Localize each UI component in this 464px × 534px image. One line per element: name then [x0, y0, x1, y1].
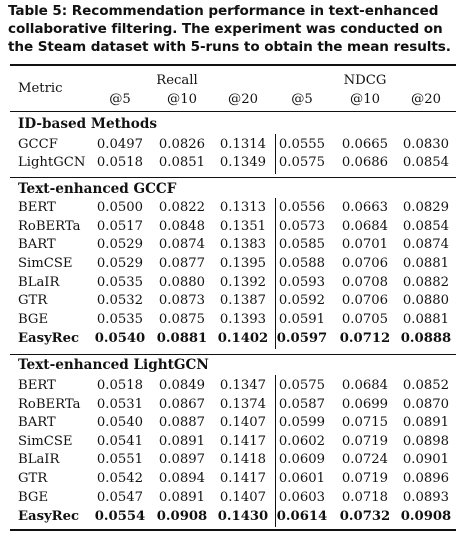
- row-label: GTR: [18, 293, 48, 308]
- table-cell: 0.0551: [96, 452, 144, 467]
- table-cell: 0.0599: [278, 415, 326, 430]
- row-label: RoBERTa: [18, 397, 81, 412]
- row-label: GTR: [18, 471, 48, 486]
- table-cell: 0.0535: [96, 312, 144, 327]
- bottom-rule: [10, 529, 456, 531]
- table-cell: 0.1313: [219, 200, 267, 215]
- metric-header: Metric: [18, 81, 63, 96]
- table-cell: 0.0535: [96, 275, 144, 290]
- table-cell: 0.1418: [219, 452, 267, 467]
- table-cell: 0.1392: [219, 275, 267, 290]
- table-cell: 0.1402: [217, 331, 269, 346]
- section-title: Text-enhanced LightGCN: [18, 357, 209, 373]
- table-cell: 0.0665: [341, 137, 389, 152]
- row-label: EasyRec: [18, 509, 80, 524]
- row-label: BLaIR: [18, 452, 60, 467]
- row-label: BART: [18, 415, 56, 430]
- row-label: GCCF: [18, 137, 58, 152]
- table-cell: 0.1374: [219, 397, 267, 412]
- table-cell: 0.1407: [219, 490, 267, 505]
- table-cell: 0.0517: [96, 219, 144, 234]
- table-cell: 0.0540: [94, 331, 146, 346]
- table-cell: 0.0591: [278, 312, 326, 327]
- table-cell: 0.0593: [278, 275, 326, 290]
- section-rule: [10, 177, 456, 178]
- table-cell: 0.0874: [158, 237, 206, 252]
- table-cell: 0.0706: [341, 293, 389, 308]
- recall-group-header: Recall: [156, 73, 198, 88]
- table-cell: 0.0531: [96, 397, 144, 412]
- table-cell: 0.0887: [158, 415, 206, 430]
- section-rule: [10, 354, 456, 355]
- table-cell: 0.0575: [278, 378, 326, 393]
- table-cell: 0.1417: [219, 434, 267, 449]
- table-cell: 0.1417: [219, 471, 267, 486]
- table-cell: 0.0706: [341, 256, 389, 271]
- table-cell: 0.0601: [278, 471, 326, 486]
- row-label: BART: [18, 237, 56, 252]
- table-cell: 0.0873: [158, 293, 206, 308]
- subcol-header: @5: [109, 92, 131, 107]
- table-cell: 0.0573: [278, 219, 326, 234]
- row-label: BLaIR: [18, 275, 60, 290]
- table-cell: 0.0830: [402, 137, 450, 152]
- table-cell: 0.1347: [219, 378, 267, 393]
- table-cell: 0.0891: [402, 415, 450, 430]
- table-cell: 0.0556: [278, 200, 326, 215]
- table-cell: 0.0705: [341, 312, 389, 327]
- table-cell: 0.0532: [96, 293, 144, 308]
- table-cell: 0.0719: [341, 434, 389, 449]
- table-cell: 0.0547: [96, 490, 144, 505]
- table-cell: 0.0554: [94, 509, 146, 524]
- table-cell: 0.0663: [341, 200, 389, 215]
- table-cell: 0.0500: [96, 200, 144, 215]
- table-cell: 0.0588: [278, 256, 326, 271]
- table-cell: 0.1349: [219, 155, 267, 170]
- table-cell: 0.0592: [278, 293, 326, 308]
- table-cell: 0.0877: [158, 256, 206, 271]
- table-cell: 0.0822: [158, 200, 206, 215]
- row-label: BGE: [18, 490, 49, 505]
- table-cell: 0.0684: [341, 219, 389, 234]
- table-cell: 0.0893: [402, 490, 450, 505]
- table-cell: 0.0555: [278, 137, 326, 152]
- table-cell: 0.0896: [402, 471, 450, 486]
- table-cell: 0.0541: [96, 434, 144, 449]
- table-cell: 0.0575: [278, 155, 326, 170]
- top-rule: [10, 64, 456, 66]
- table-cell: 0.0529: [96, 256, 144, 271]
- table-cell: 0.1314: [219, 137, 267, 152]
- table-cell: 0.0829: [402, 200, 450, 215]
- table-cell: 0.0880: [158, 275, 206, 290]
- section-title: ID-based Methods: [18, 116, 157, 132]
- table-cell: 0.0882: [402, 275, 450, 290]
- table-cell: 0.0529: [96, 237, 144, 252]
- table-cell: 0.0881: [156, 331, 208, 346]
- table-cell: 0.0603: [278, 490, 326, 505]
- table-cell: 0.0609: [278, 452, 326, 467]
- table-cell: 0.0898: [402, 434, 450, 449]
- table-cell: 0.1395: [219, 256, 267, 271]
- table-cell: 0.0518: [96, 378, 144, 393]
- table-cell: 0.0732: [339, 509, 391, 524]
- table-cell: 0.0684: [341, 378, 389, 393]
- table-cell: 0.0908: [156, 509, 208, 524]
- subcol-header: @20: [228, 92, 258, 107]
- row-label: RoBERTa: [18, 219, 81, 234]
- table-cell: 0.0867: [158, 397, 206, 412]
- table-cell: 0.0888: [400, 331, 452, 346]
- table-cell: 0.1393: [219, 312, 267, 327]
- table-cell: 0.0891: [158, 490, 206, 505]
- table-cell: 0.0497: [96, 137, 144, 152]
- table-cell: 0.0614: [276, 509, 328, 524]
- table-caption: Table 5: Recommendation performance in text-enhanced collaborative filtering. The experiment was conducted on the Steam dataset with 5-runs to obtain the mean results.: [8, 3, 451, 55]
- row-label: LightGCN: [18, 155, 86, 170]
- ndcg-group-header: NDCG: [343, 73, 387, 88]
- subcol-header: @20: [411, 92, 441, 107]
- table-cell: 0.0852: [402, 378, 450, 393]
- table-cell: 0.0854: [402, 155, 450, 170]
- table-cell: 0.0854: [402, 219, 450, 234]
- table-cell: 0.0874: [402, 237, 450, 252]
- row-label: BERT: [18, 378, 56, 393]
- row-label: BERT: [18, 200, 56, 215]
- table-cell: 0.0724: [341, 452, 389, 467]
- table-cell: 0.0826: [158, 137, 206, 152]
- table-cell: 0.0849: [158, 378, 206, 393]
- table-cell: 0.0719: [341, 471, 389, 486]
- table-cell: 0.1383: [219, 237, 267, 252]
- table-cell: 0.0540: [96, 415, 144, 430]
- table-cell: 0.0908: [400, 509, 452, 524]
- table-cell: 0.0585: [278, 237, 326, 252]
- table-cell: 0.0699: [341, 397, 389, 412]
- table-cell: 0.0597: [276, 331, 328, 346]
- table-cell: 0.1407: [219, 415, 267, 430]
- row-label: EasyRec: [18, 331, 80, 346]
- subcol-header: @5: [291, 92, 313, 107]
- table-cell: 0.0542: [96, 471, 144, 486]
- row-label: SimCSE: [18, 256, 73, 271]
- table-cell: 0.0880: [402, 293, 450, 308]
- table-cell: 0.0686: [341, 155, 389, 170]
- table-cell: 0.0848: [158, 219, 206, 234]
- table-cell: 0.0881: [402, 256, 450, 271]
- table-cell: 0.0718: [341, 490, 389, 505]
- table-cell: 0.0897: [158, 452, 206, 467]
- section-title: Text-enhanced GCCF: [18, 181, 177, 197]
- table-cell: 0.0712: [339, 331, 391, 346]
- table-cell: 0.0901: [402, 452, 450, 467]
- table-cell: 0.0894: [158, 471, 206, 486]
- table-cell: 0.0518: [96, 155, 144, 170]
- table-cell: 0.0715: [341, 415, 389, 430]
- table-cell: 0.0881: [402, 312, 450, 327]
- table-cell: 0.0708: [341, 275, 389, 290]
- subcol-header: @10: [167, 92, 197, 107]
- header-rule: [10, 111, 456, 112]
- row-label: BGE: [18, 312, 49, 327]
- table-cell: 0.0587: [278, 397, 326, 412]
- subcol-header: @10: [350, 92, 380, 107]
- table-cell: 0.1430: [217, 509, 269, 524]
- table-cell: 0.1387: [219, 293, 267, 308]
- table-cell: 0.0851: [158, 155, 206, 170]
- row-label: SimCSE: [18, 434, 73, 449]
- table-cell: 0.1351: [219, 219, 267, 234]
- table-cell: 0.0701: [341, 237, 389, 252]
- table-cell: 0.0891: [158, 434, 206, 449]
- table-cell: 0.0875: [158, 312, 206, 327]
- table-cell: 0.0602: [278, 434, 326, 449]
- table-cell: 0.0870: [402, 397, 450, 412]
